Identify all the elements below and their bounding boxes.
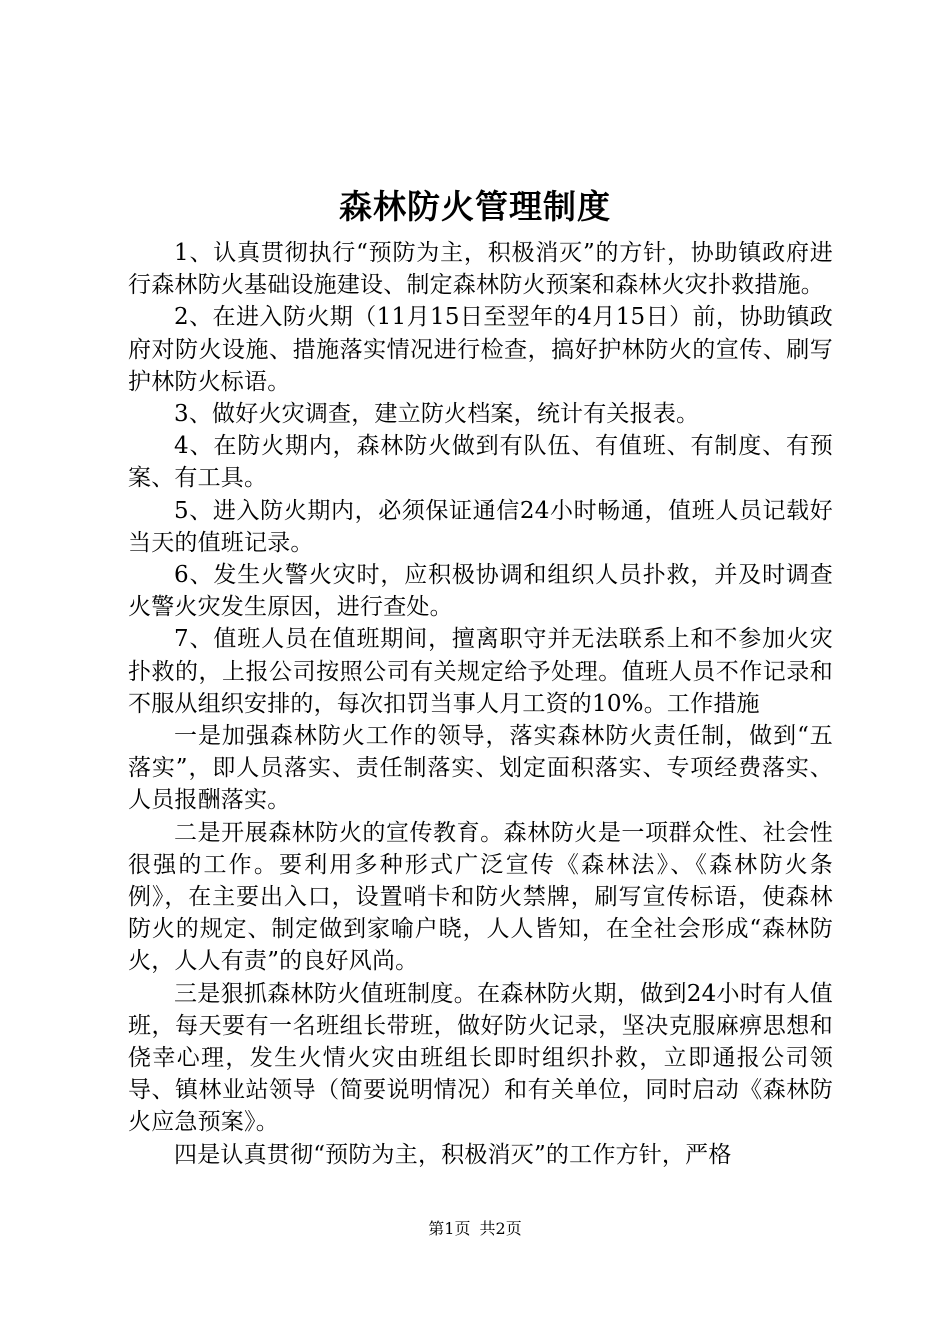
paragraph-measure-4: 四是认真贯彻“预防为主，积极消灭”的工作方针，严格 xyxy=(174,1141,732,1168)
paragraph-measure-3: 三是狠抓森林防火值班制度。在森林防火期，做到24小时有人值班，每天要有一名班组长带班，做好防火记录，坚决克服麻痹思想和侥幸心理，发生火情火灾由班组长即时组织扑救，立即通报公司领导、镇林业站领导（简要说明情况）和有关单位，同时启动《森林防火应急预案》。 xyxy=(128,980,833,1136)
paragraph-5: 5、进入防火期内，必须保证通信24小时畅通，值班人员记载好当天的值班记录。 xyxy=(128,497,833,556)
paragraph-measure-2: 二是开展森林防火的宣传教育。森林防火是一项群众性、社会性很强的工作。要利用多种形式广泛宣传《森林法》、《森林防火条例》，在主要出入口，设置哨卡和防火禁牌，刷写宣传标语，使森林防火的规定、制定做到家喻户晓，人人皆知，在全社会形成“森林防火，人人有责”的良好风尚。 xyxy=(128,819,833,975)
page-title: 森林防火管理制度 xyxy=(339,187,611,226)
paragraph-4: 4、在防火期内，森林防火做到有队伍、有值班、有制度、有预案、有工具。 xyxy=(128,433,833,492)
document-body xyxy=(128,237,833,1171)
page-total: 共2页 xyxy=(479,1219,522,1238)
paragraph-7: 7、值班人员在值班期间，擅离职守并无法联系上和不参加火灾扑救的，上报公司按照公司有关规定给予处理。值班人员不作记录和不服从组织安排的，每次扣罚当事人月工资的10%。工作措施 xyxy=(128,626,833,717)
paragraph-2: 2、在进入防火期（11月15日至翌年的4月15日）前，协助镇政府对防火设施、措施落实情况进行检查，搞好护林防火的宣传、刷写护林防火标语。 xyxy=(128,304,833,395)
paragraph-3: 3、做好火灾调查，建立防火档案，统计有关报表。 xyxy=(174,401,700,428)
paragraph-measure-1: 一是加强森林防火工作的领导，落实森林防火责任制，做到“五落实”，即人员落实、责任制落实、划定面积落实、专项经费落实、人员报酬落实。 xyxy=(128,723,833,814)
paragraph-1: 1、认真贯彻执行“预防为主，积极消灭”的方针，协助镇政府进行森林防火基础设施建设、制定森林防火预案和森林火灾扑救措施。 xyxy=(128,240,833,299)
paragraph-6: 6、发生火警火灾时，应积极协调和组织人员扑救，并及时调查火警火灾发生原因，进行查处。 xyxy=(128,562,833,621)
page-number: 第1页 xyxy=(428,1219,471,1238)
page-footer xyxy=(0,1218,950,1240)
